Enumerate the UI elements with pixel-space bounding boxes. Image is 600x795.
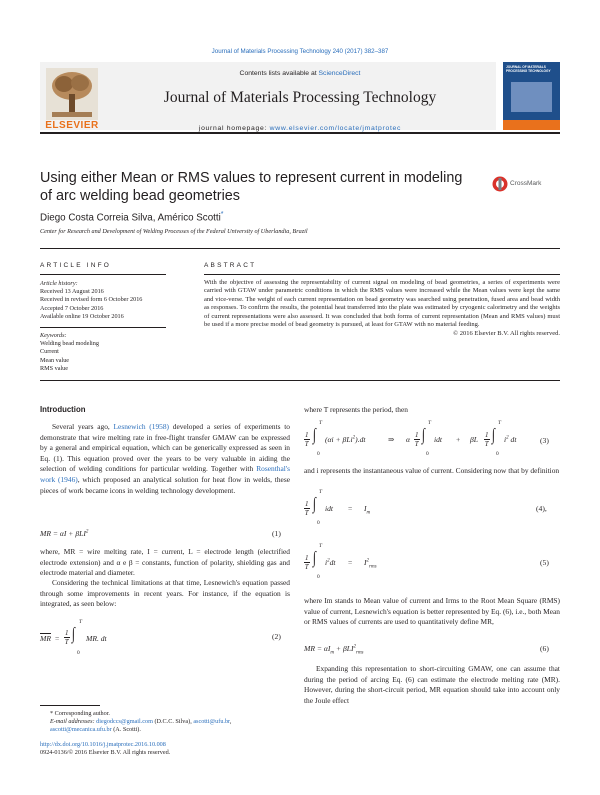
equation-4-number: (4), (536, 504, 547, 513)
publisher-logo-text: ELSEVIER (45, 120, 99, 131)
cover-band (503, 120, 560, 130)
right-paragraph-3: where Im stands to Mean value of current and Irms to the Root Mean Square (RMS) value of current, Lesnewich's equation is better represented by Eq. (6), i.e., both Mean or RMS values of currents are used to quantitatively define MR, (304, 596, 560, 627)
tree-emblem-icon (40, 64, 104, 122)
email-link-3[interactable]: ascotti@mecanica.ufu.br (50, 726, 112, 734)
email-link-1[interactable]: diegodccs@gmail.com (96, 718, 153, 726)
affiliation: Center for Research and Development of Welding Processes of the Federal University of Uberlandia, Brazil (40, 228, 308, 235)
footnote: * Corresponding author. E-mail addresses: diegodccs@gmail.com (D.C.C. Silva), ascotti@ufu.br, ascotti@mecanica.ufu.br (A. Scotti). (50, 710, 232, 734)
abstract-body (204, 279, 560, 339)
history-online: Available online 19 October 2016 (40, 312, 124, 320)
email-link-2[interactable]: ascotti@ufu.br (193, 718, 230, 726)
doi-block (40, 741, 340, 757)
elsevier-logo (40, 64, 104, 132)
citation-lesnewich[interactable]: Lesnewich (1958) (113, 422, 169, 431)
homepage-link[interactable]: www.elsevier.com/locate/jmatprotec (269, 125, 402, 132)
right-paragraph-4: Expanding this representation to short-circuiting GMAW, one can assume that during the period of arcing Eq. (6) can estimate the electrode melting rate (MR). However, during the short-circuit period, MR equation should take into account only the Joule effect (304, 664, 560, 705)
citation-rosenthal[interactable]: Rosenthal's work (1946) (40, 464, 290, 484)
equation-3-number: (3) (540, 436, 549, 445)
authors: Diego Costa Correia Silva, Américo Scotti (40, 212, 221, 224)
crossmark-icon (492, 176, 508, 192)
article-title: Using either Mean or RMS values to represent current in modeling of arc welding bead geometries (40, 170, 463, 204)
author-line (40, 211, 224, 223)
footnote-marker: * (50, 710, 54, 717)
crossmark-badge[interactable] (492, 176, 554, 192)
crossmark-label: CrossMark (510, 180, 542, 187)
doi-link[interactable]: http://dx.doi.org/10.1016/j.jmatprotec.2016.10.008 (40, 741, 166, 748)
contents-line: Contents lists available at ScienceDirect (239, 70, 361, 77)
footnote-rule (40, 705, 100, 706)
equation-5: $\frac{1}{T}$ ∫ T 0 $i^2dt$ = $I^2_{rms}$ (304, 543, 377, 580)
keyword-item: Welding bead modeling (40, 340, 99, 348)
issn-line: 0924-0136/© 2016 Elsevier B.V. All rights reserved. (40, 749, 171, 757)
journal-citation[interactable]: Journal of Materials Processing Technology 240 (2017) 382–387 (211, 48, 389, 55)
equation-2: $\overline{MR}$ = $\frac{1}{T}$ ∫ T 0 MR. dt (40, 619, 107, 656)
history-revised: Received in revised form 6 October 2016 (40, 296, 143, 304)
keywords (40, 332, 170, 373)
intro-paragraph-1: Several years ago, Lesnewich (1958) developed a series of experiments to demonstrate that wire melting rate in free-flight transfer GMAW can be expressed by a general and empirical equation, which can be generically expressed as seen in Eq. (1). This equation proved over the years to be very valuable in aiding the selection of welding conditions for particular welding. Together with Rosenthal's work (1946), which proposed an analytical solution for heat flow in welds, these pieces of work became icons in welding technology development. (40, 422, 290, 495)
abstract-text: With the objective of assessing the representability of current signal on modeling of bead geometries, a series of experiments were carried with GTAW under parametric conditions in which the RMS values were increased while the Mean values were kept the same and vice-verse. The weight of each current representation on bead geometry was searched using penetration, fused area and bead width as responses. To confirm the results, the potential heat transferred into the plate was estimated by cryogenic calorimetry and the weights of current representations were also assessed. It was concluded that both forms of current representation (Mean and RMS values) must be used if a more precise model of bead geometry is pursued, at least for GTAW with no material feeding. (204, 279, 560, 329)
abstract-copyright: © 2016 Elsevier B.V. All rights reserved. (453, 330, 560, 338)
abstract-end-rule (40, 380, 560, 381)
equation-1-number: (1) (272, 529, 281, 538)
equation-2-number: (2) (272, 632, 281, 641)
keyword-item: RMS value (40, 364, 69, 372)
abstract-heading: ABSTRACT (204, 262, 257, 269)
history-received: Received 13 August 2016 (40, 288, 104, 296)
journal-title: Journal of Materials Processing Technology (163, 89, 437, 106)
journal-cover (503, 62, 560, 130)
sciencedirect-link[interactable]: ScienceDirect (318, 70, 361, 77)
equation-6: MR = $\alpha I_m + \beta LI^2_{rms}$ (304, 644, 364, 656)
introduction-heading: Introduction (40, 405, 86, 414)
corresponding-author-marker[interactable]: * (220, 211, 224, 218)
equation-5-number: (5) (540, 558, 549, 567)
homepage-line: journal homepage: www.elsevier.com/locate/jmatprotec (198, 125, 402, 132)
right-paragraph-2: and i represents the instantaneous value of current. Considering now that by definition (304, 466, 560, 475)
equation-1: MR = αI + βLI$^2$ (40, 529, 89, 538)
history-rule (40, 327, 166, 328)
keyword-item: Current (40, 348, 59, 356)
intro-paragraph-2: where, MR = wire melting rate, I = current, L = electrode length (electrified electrode extension) and α e β = constants, function of polarity, shielding gas and electrode material and diameter. (40, 547, 290, 578)
right-paragraph-1: where T represents the period, then (304, 405, 408, 414)
equation-3: $\frac{1}{T}$ ∫ T 0 (αi + βLi$^2$).dt ⇒ α $\frac{1}{T}$ ∫ T 0 idt + βL $\frac{1}{T}$ ∫ T 0 $i^2$ dt (304, 420, 517, 457)
masthead-divider (40, 132, 560, 134)
cover-image (511, 82, 552, 112)
corresponding-author: Corresponding author. (54, 710, 110, 717)
equation-4: $\frac{1}{T}$ ∫ T 0 idt = $I_m$ (304, 489, 371, 526)
article-history (40, 280, 170, 321)
keywords-label: Keywords: (40, 332, 67, 339)
keyword-item: Mean value (40, 356, 70, 364)
intro-paragraph-3: Considering the technical limitations at that time, Lesnewich's equation passed through some improvements in recent years. For instance, if the equation is integrated, as seen below: (40, 578, 290, 609)
abstract-rule (204, 274, 560, 275)
article-info-heading: ARTICLE INFO (40, 262, 112, 269)
title-divider (40, 248, 560, 249)
equation-6-number: (6) (540, 644, 549, 653)
history-label: Article history: (40, 280, 78, 287)
history-accepted: Accepted 7 October 2016 (40, 304, 104, 312)
cover-title: JOURNAL OF MATERIALS PROCESSING TECHNOLOGY (506, 65, 551, 73)
article-info-rule (40, 274, 166, 275)
email-label: E-mail addresses: (50, 718, 97, 726)
